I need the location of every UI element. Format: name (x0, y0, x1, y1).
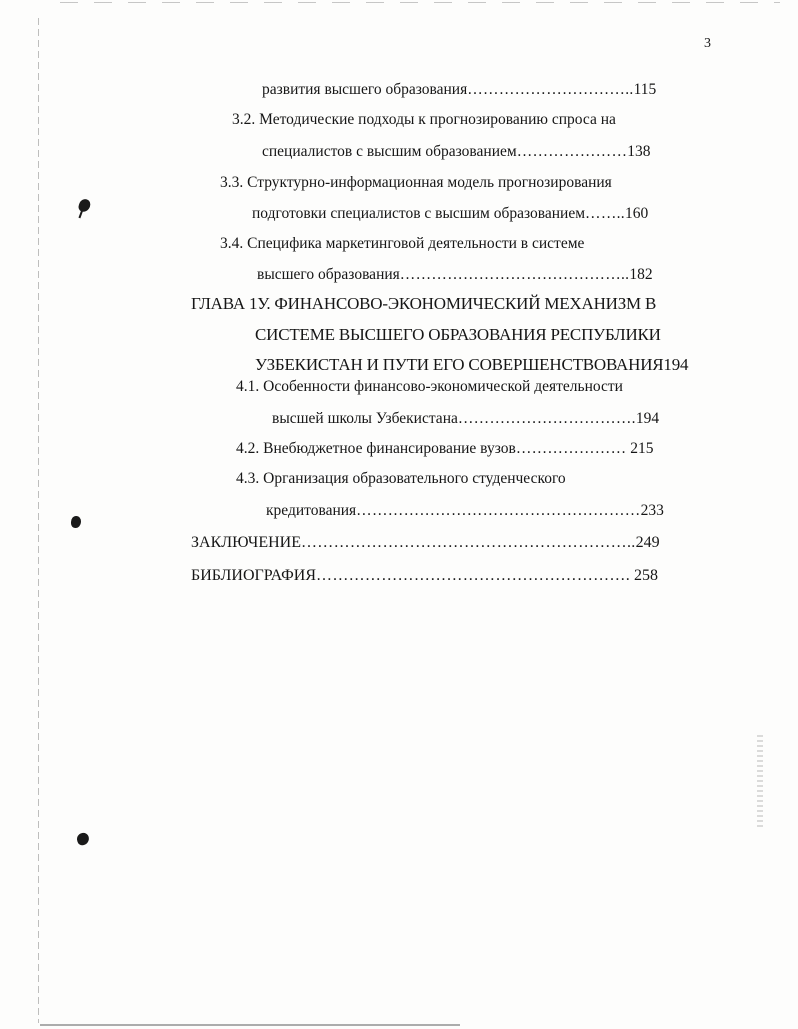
toc-entry-title: БИБЛИОГРАФИЯ (191, 567, 317, 584)
toc-entry-title: высшей школы Узбекистана (272, 410, 458, 427)
toc-chapter-heading (191, 294, 656, 314)
scan-edge-bottom (40, 1024, 460, 1026)
toc-page-number: 215 (626, 440, 654, 457)
toc-entry (220, 234, 584, 254)
toc-entry-title: 4.2. Внебюджетное финансирование вузов (236, 440, 516, 457)
toc-entry-title: специалистов с высшим образованием (262, 143, 517, 160)
toc-page-number: 233 (640, 502, 664, 519)
toc-entry (236, 377, 623, 397)
toc-entry (262, 142, 707, 162)
toc-page-number: 249 (635, 534, 660, 551)
toc-leader-dots: ………………… (515, 440, 627, 457)
toc-entry-title: 3.3. Структурно-информационная модель прогнозирования (220, 174, 612, 191)
toc-page-number: 182 (629, 266, 653, 283)
toc-entry-title: ГЛАВА 1У. ФИНАНСОВО-ЭКОНОМИЧЕСКИЙ МЕХАНИЗМ В (191, 294, 657, 313)
toc-entry (272, 409, 713, 429)
ink-blot-icon (77, 198, 92, 214)
page-number: 3 (704, 36, 711, 51)
toc-entry-title: 4.1. Особенности финансово-экономической деятельности (236, 378, 623, 395)
toc-leader-dots: …….. (585, 205, 625, 222)
toc-entry (220, 173, 612, 193)
scan-edge-top (60, 2, 780, 3)
ink-blot-icon (76, 832, 91, 847)
toc-entry-title: 3.4. Специфика маркетинговой деятельности в системе (220, 235, 585, 252)
toc-entry-title: ЗАКЛЮЧЕНИЕ (191, 534, 301, 551)
toc-leader-dots: ………………… (516, 143, 628, 160)
toc-page-number: 115 (633, 81, 657, 98)
toc-entry-title: СИСТЕМЕ ВЫСШЕГО ОБРАЗОВАНИЯ РЕСПУБЛИКИ (255, 325, 661, 344)
toc-entry-title: кредитования (266, 502, 357, 519)
toc-chapter-heading (255, 325, 661, 345)
toc-page-number: 258 (630, 567, 659, 584)
toc-leader-dots: ……………………………. (457, 410, 636, 427)
toc-entry-title: подготовки специалистов с высшим образованием (252, 205, 586, 222)
scan-noise (757, 735, 763, 830)
toc-entry-title: УЗБЕКИСТАН И ПУТИ ЕГО СОВЕРШЕНСТВОВАНИЯ (255, 355, 664, 374)
toc-leader-dots: ……………………………………………… (356, 502, 641, 519)
toc-entry (252, 204, 707, 224)
scan-edge-left (38, 18, 39, 1023)
toc-entry (236, 439, 715, 459)
ink-blot-icon (71, 516, 81, 528)
toc-page-number: 194 (635, 410, 660, 427)
toc-entry (191, 533, 713, 553)
toc-entry (262, 80, 707, 100)
toc-entry-title: 3.2. Методические подходы к прогнозированию спроса на (232, 111, 616, 128)
toc-entry (232, 110, 616, 130)
toc-entry (191, 566, 713, 586)
toc-chapter-heading (255, 355, 688, 375)
toc-leader-dots: …………………………………………………….. (300, 534, 636, 551)
toc-page-number: 194 (663, 355, 689, 374)
toc-page-number: 160 (624, 205, 649, 222)
toc-leader-dots: …………………………………….. (399, 266, 630, 283)
toc-entry (236, 469, 566, 489)
toc-entry (257, 265, 708, 285)
toc-entry (266, 501, 713, 521)
toc-leader-dots: …………………………………………………. (316, 567, 631, 584)
toc-leader-dots: ………………………….. (467, 81, 634, 98)
toc-entry-title: высшего образования (257, 266, 400, 283)
toc-page-number: 138 (627, 143, 651, 160)
toc-entry-title: 4.3. Организация образовательного студенческого (236, 470, 566, 487)
toc-entry-title: развития высшего образования (262, 81, 468, 98)
